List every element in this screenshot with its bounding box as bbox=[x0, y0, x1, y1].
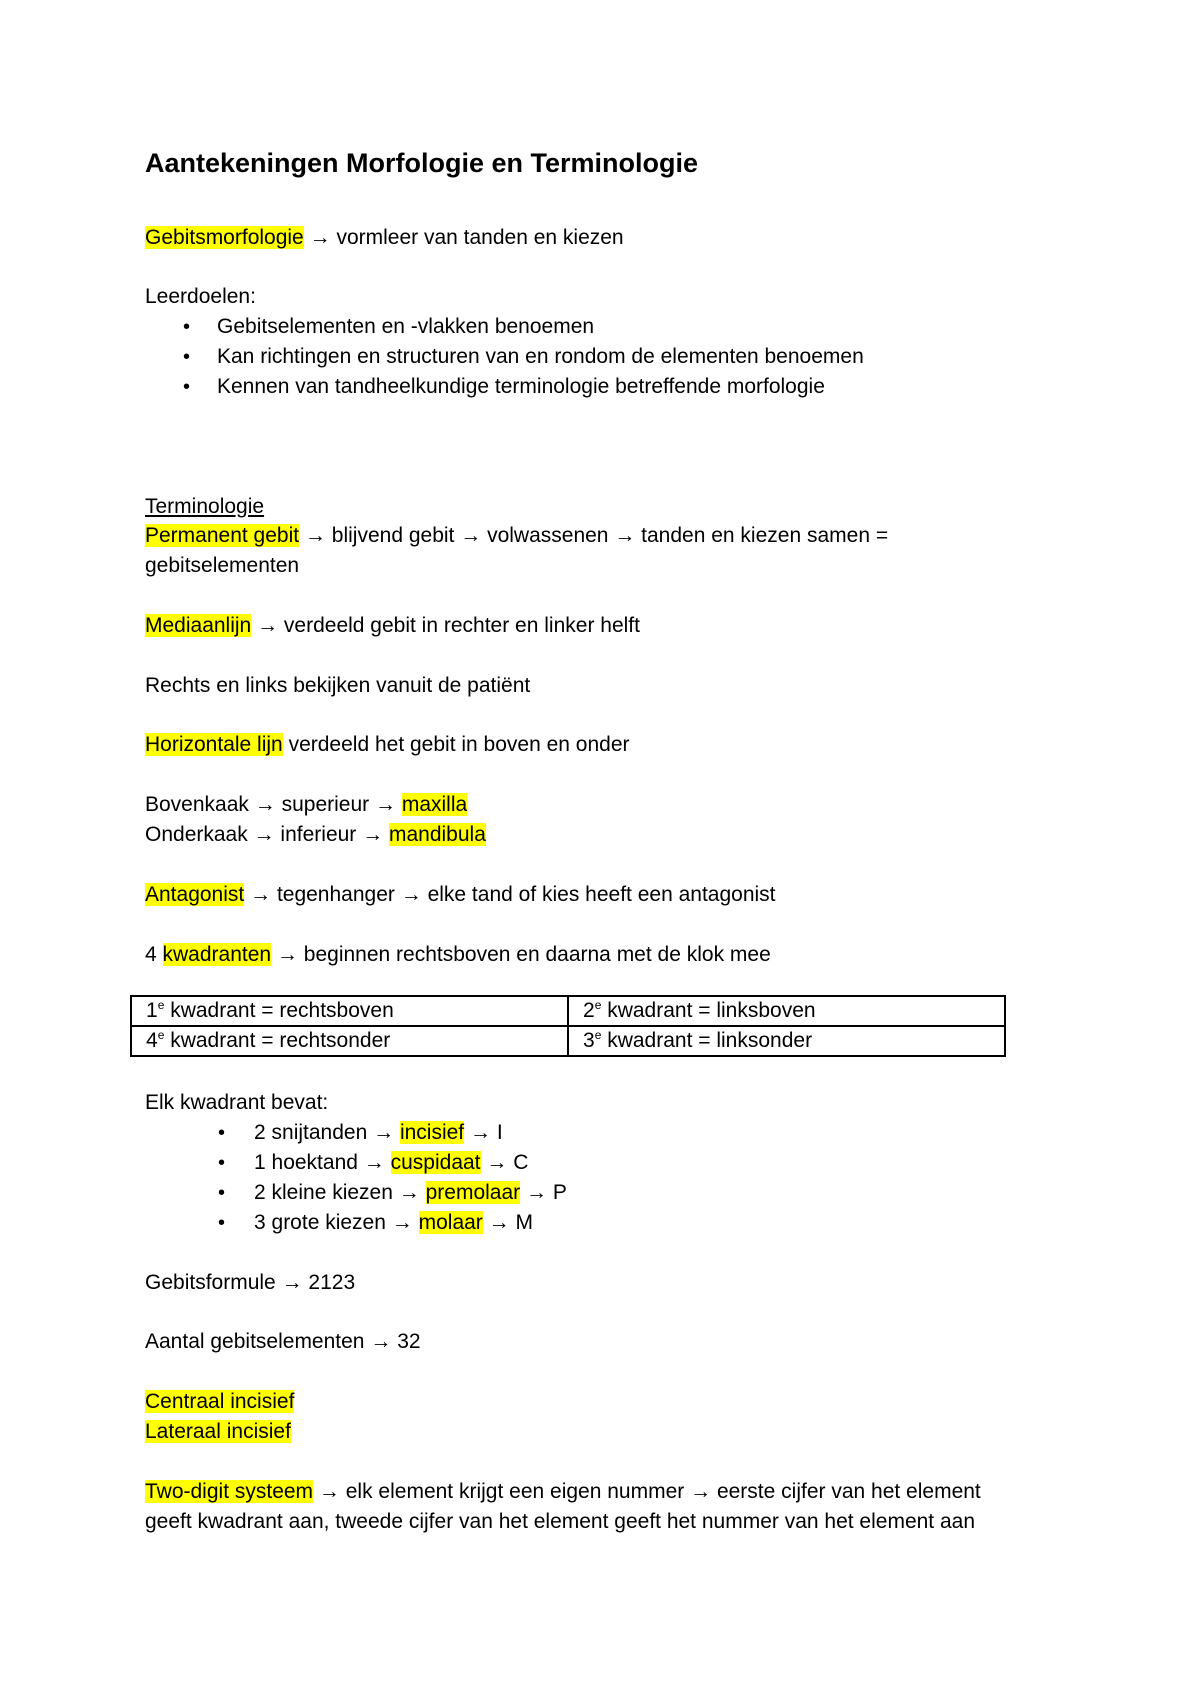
bullet-icon: • bbox=[218, 1152, 226, 1174]
list-item bbox=[254, 1148, 528, 1178]
arrow-icon: → bbox=[318, 1480, 340, 1503]
mediaanlijn-line bbox=[145, 611, 640, 641]
arrow-icon: → bbox=[253, 823, 275, 846]
term-text: Onderkaak bbox=[145, 823, 248, 846]
two-digit-continuation: geeft kwadrant aan, tweede cijfer van het element geeft het nummer van het element aan bbox=[145, 1510, 976, 1533]
arrow-icon: → bbox=[614, 524, 636, 547]
term-text: superieur bbox=[281, 793, 370, 816]
arrow-icon: → bbox=[250, 883, 272, 906]
arrow-icon: → bbox=[373, 1121, 395, 1144]
centraal-line bbox=[145, 1387, 294, 1417]
horizontale-lijn-line bbox=[145, 730, 630, 760]
highlight-term: Permanent gebit bbox=[145, 524, 300, 547]
cell-number: 3 bbox=[583, 1029, 595, 1052]
arrow-icon: → bbox=[526, 1181, 547, 1204]
highlight-term: cuspidaat bbox=[390, 1151, 481, 1174]
bullet-icon: • bbox=[183, 376, 191, 398]
item-code: M bbox=[515, 1211, 533, 1234]
definition-text: tanden en kiezen samen = bbox=[641, 524, 889, 547]
arrow-icon: → bbox=[486, 1151, 508, 1174]
arrow-icon: → bbox=[281, 1271, 303, 1294]
onderkaak-line bbox=[145, 820, 486, 850]
highlight-term: Gebitsmorfologie bbox=[145, 226, 304, 249]
table-row bbox=[131, 996, 1005, 1026]
term-text: 4 bbox=[145, 943, 163, 966]
arrow-icon: → bbox=[257, 614, 279, 637]
definition-text: elke tand of kies heeft een antagonist bbox=[427, 883, 776, 906]
leerdoel-item: Gebitselementen en -vlakken benoemen bbox=[217, 315, 595, 338]
arrow-icon: → bbox=[391, 1211, 413, 1234]
arrow-icon: → bbox=[304, 524, 326, 547]
arrow-icon: → bbox=[398, 1181, 420, 1204]
list-item bbox=[254, 1118, 503, 1148]
definition-text: blijvend gebit bbox=[331, 524, 455, 547]
bovenkaak-line bbox=[145, 790, 467, 820]
cell-number: 1 bbox=[146, 999, 158, 1022]
arrow-icon: → bbox=[370, 1330, 392, 1353]
arrow-icon: → bbox=[460, 524, 482, 547]
definition-text: tegenhanger bbox=[276, 883, 395, 906]
elk-kwadrant-heading: Elk kwadrant bevat: bbox=[145, 1091, 329, 1114]
cell-sup: e bbox=[594, 998, 602, 1012]
highlight-term: molaar bbox=[418, 1211, 483, 1234]
cell-sup: e bbox=[157, 1028, 165, 1042]
highlight-term: premolaar bbox=[425, 1181, 521, 1204]
bullet-icon: • bbox=[218, 1212, 226, 1234]
arrow-icon: → bbox=[363, 1151, 385, 1174]
arrow-icon: → bbox=[400, 883, 422, 906]
arrow-icon: → bbox=[690, 1480, 712, 1503]
kwadranten-table bbox=[130, 995, 1006, 1057]
highlight-term: incisief bbox=[399, 1121, 465, 1144]
definition-text: vormleer van tanden en kiezen bbox=[336, 226, 624, 249]
rechts-links-line: Rechts en links bekijken vanuit de patiënt bbox=[145, 674, 531, 697]
cell-sup: e bbox=[157, 998, 165, 1012]
highlight-term: kwadranten bbox=[162, 943, 272, 966]
table-row bbox=[131, 1026, 1005, 1056]
bullet-icon: • bbox=[218, 1122, 226, 1144]
list-item bbox=[254, 1208, 533, 1238]
item-text: 2 snijtanden bbox=[254, 1121, 368, 1144]
permanent-gebit-line bbox=[145, 521, 888, 551]
bullet-icon: • bbox=[218, 1182, 226, 1204]
highlight-term: Horizontale lijn bbox=[145, 733, 283, 756]
gebitsmorfologie-line bbox=[145, 223, 624, 253]
arrow-icon: → bbox=[375, 793, 396, 816]
item-code: P bbox=[552, 1181, 567, 1204]
highlight-term: Antagonist bbox=[145, 883, 245, 906]
arrow-icon: → bbox=[276, 943, 298, 966]
highlight-term: Centraal incisief bbox=[145, 1390, 295, 1413]
arrow-icon: → bbox=[309, 226, 331, 249]
highlight-term: Mediaanlijn bbox=[145, 614, 252, 637]
cell-text: kwadrant = linksonder bbox=[601, 1029, 813, 1052]
term-text: Gebitsformule bbox=[145, 1271, 276, 1294]
value-text: 2123 bbox=[308, 1271, 356, 1294]
highlight-term: Lateraal incisief bbox=[145, 1420, 291, 1443]
arrow-icon: → bbox=[470, 1121, 491, 1144]
definition-text: verdeeld gebit in rechter en linker helft bbox=[283, 614, 640, 637]
term-text: Bovenkaak bbox=[145, 793, 249, 816]
definition-text: eerste cijfer van het element bbox=[716, 1480, 981, 1503]
list-item bbox=[254, 1178, 567, 1208]
cell-number: 4 bbox=[146, 1029, 158, 1052]
permanent-gebit-continuation: gebitselementen bbox=[145, 554, 300, 577]
page-title: Aantekeningen Morfologie en Terminologie bbox=[145, 148, 699, 178]
bullet-icon: • bbox=[183, 316, 191, 338]
arrow-icon: → bbox=[254, 793, 276, 816]
antagonist-line bbox=[145, 880, 776, 910]
leerdoel-item: Kan richtingen en structuren van en rondom de elementen benoemen bbox=[217, 345, 864, 368]
cell-text: kwadrant = linksboven bbox=[601, 999, 816, 1022]
bullet-icon: • bbox=[183, 346, 191, 368]
arrow-icon: → bbox=[362, 823, 384, 846]
table-cell bbox=[568, 996, 1005, 1026]
highlight-term: Two-digit systeem bbox=[145, 1480, 314, 1503]
highlight-term: maxilla bbox=[401, 793, 468, 816]
arrow-icon: → bbox=[488, 1211, 510, 1234]
gebitsformule-line bbox=[145, 1268, 355, 1298]
table-cell bbox=[131, 996, 568, 1026]
cell-sup: e bbox=[594, 1028, 602, 1042]
leerdoel-item: Kennen van tandheelkundige terminologie betreffende morfologie bbox=[217, 375, 825, 398]
value-text: 32 bbox=[397, 1330, 421, 1353]
item-code: I bbox=[496, 1121, 503, 1144]
item-text: 3 grote kiezen bbox=[254, 1211, 386, 1234]
definition-text: elk element krijgt een eigen nummer bbox=[345, 1480, 685, 1503]
cell-text: kwadrant = rechtsboven bbox=[164, 999, 394, 1022]
item-text: 1 hoektand bbox=[254, 1151, 358, 1174]
lateraal-line bbox=[145, 1417, 291, 1447]
highlight-term: mandibula bbox=[388, 823, 486, 846]
term-text: inferieur bbox=[280, 823, 357, 846]
term-text: Aantal gebitselementen bbox=[145, 1330, 365, 1353]
terminologie-heading: Terminologie bbox=[145, 495, 265, 518]
definition-text: beginnen rechtsboven en daarna met de klok mee bbox=[303, 943, 771, 966]
item-text: 2 kleine kiezen bbox=[254, 1181, 393, 1204]
two-digit-line bbox=[145, 1477, 981, 1507]
definition-text: volwassenen bbox=[487, 524, 609, 547]
table-cell bbox=[568, 1026, 1005, 1056]
aantal-line bbox=[145, 1327, 421, 1357]
definition-text: verdeeld het gebit in boven en onder bbox=[282, 733, 630, 756]
leerdoelen-heading: Leerdoelen: bbox=[145, 285, 256, 308]
table-cell bbox=[131, 1026, 568, 1056]
item-code: C bbox=[513, 1151, 529, 1174]
cell-text: kwadrant = rechtsonder bbox=[164, 1029, 391, 1052]
kwadranten-line bbox=[145, 940, 771, 970]
cell-number: 2 bbox=[583, 999, 595, 1022]
